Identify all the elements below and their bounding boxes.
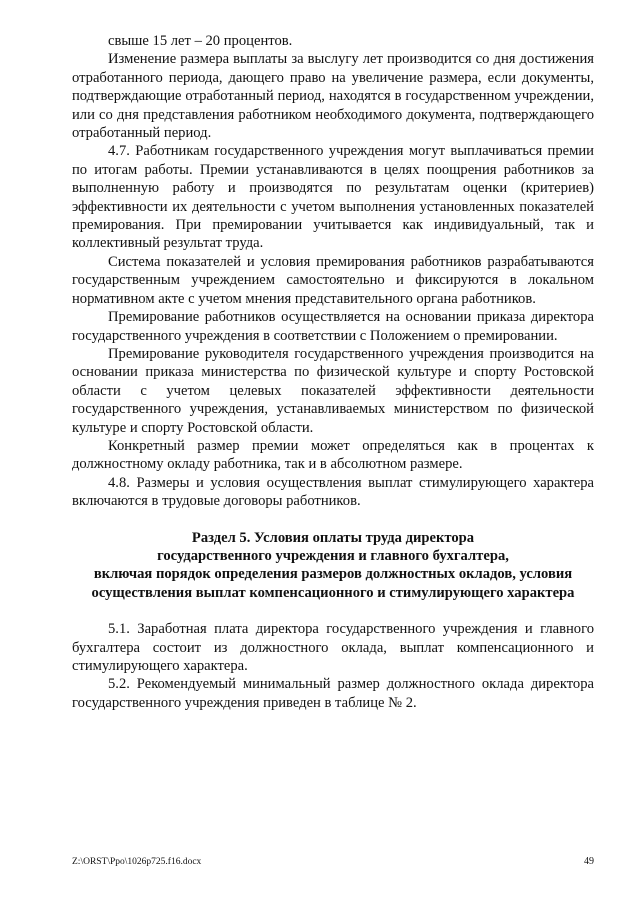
paragraph-bonus-order: Премирование работников осуществляется на основании приказа директора государственного учреждения в соответствии с Положением о премировании. (72, 309, 594, 344)
spacer (72, 511, 594, 529)
page-footer (72, 856, 594, 868)
paragraph-indicators-system: Система показателей и условия премирования работников разрабатываются государственным учреждением самостоятельно и фиксируются в локальном нормативном акте с учетом мнения представительного органа работников. (72, 253, 594, 307)
section-5-heading (72, 529, 594, 603)
paragraph-4-7: 4.7. Работникам государственного учреждения могут выплачиваться премии по итогам работы. Премии устанавливаются в целях поощрения работников за выполненную работу и производятся по результатам оценки (критериев) эффективности их деятельности с учетом выполнения установленных показателей премирования. При премировании учитывается как индивидуальный, так и коллективный результат труда. (72, 143, 594, 252)
paragraph-5-2: 5.2. Рекомендуемый минимальный размер должностного оклада директора государственного учреждения приведен в таблице № 2. (72, 676, 594, 711)
paragraph-service-20: свыше 15 лет – 20 процентов. (108, 33, 293, 49)
heading-line: государственного учреждения и главного бухгалтера, (157, 547, 509, 564)
paragraph-bonus-size: Конкретный размер премии может определяться как в процентах к должностному окладу работника, так и в абсолютном размере. (72, 437, 594, 473)
heading-line: включая порядок определения размеров должностных окладов, условия (93, 566, 573, 583)
page-number: 49 (584, 856, 594, 867)
spacer (72, 602, 594, 620)
paragraph-4-8: 4.8. Размеры и условия осуществления выплат стимулирующего характера включаются в трудовые договоры работников. (72, 474, 594, 510)
paragraph-change-size: Изменение размера выплаты за выслугу лет производится со дня достижения отработанного периода, дающего право на увеличение размера, если документы, подтверждающие отработанный период, находятся в государственном учреждении, или со дня представления работником необходимого документа, подтверждающего отработанный период. (72, 51, 594, 142)
paragraph-5-1: 5.1. Заработная плата директора государственного учреждения и главного бухгалтера состоит из должностного оклада, выплат компенсационного и стимулирующего характера. (72, 621, 594, 674)
file-path: Z:\ORST\Ppo\1026p725.f16.docx (72, 857, 202, 867)
heading-line: Раздел 5. Условия оплаты труда директора (191, 529, 475, 546)
heading-line: осуществления выплат компенсационного и стимулирующего характера (91, 584, 575, 601)
paragraph-head-bonus: Премирование руководителя государственного учреждения производится на основании приказа министерства по физической культуре и спорту Ростовской области с учетом целевых показателей эффективности деятельности государственного учреждения, устанавливаемых министерством по физической культуре и спорту Ростовской области. (72, 345, 594, 436)
document-page (72, 32, 594, 712)
